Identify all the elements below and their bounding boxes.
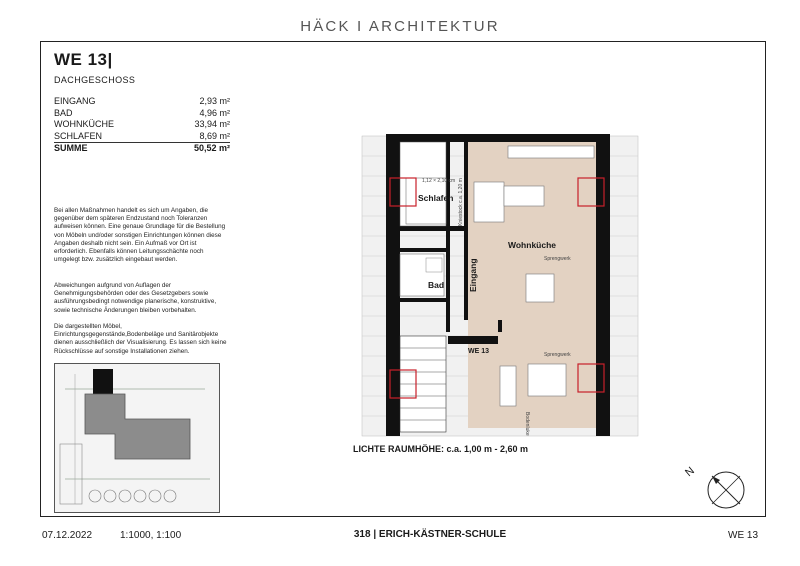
disclaimer-note: Bei allen Maßnahmen handelt es sich um Angaben, die gegenüber dem späteren Endzustand noch Toleranzen aufweisen können. Eine genaue Grundlage für die Bestellung von Möbeln und/oder sonstigen Einrichtungen können diese Angaben deshalb nicht sein. Ein Aufmaß vor Ort ist erforderlich. Ebenfalls können Leitungsschächte noch umgelegt bzw. zusätzlich eingebaut werden.: [54, 207, 226, 264]
label-sprengwerk: Sprengwerk: [544, 256, 571, 262]
area-table: [54, 96, 230, 155]
footer-scale: 1:1000, 1:100: [120, 530, 182, 541]
area-total-value: 50,52 m²: [193, 143, 230, 153]
site-plan-drawing: [55, 364, 219, 512]
area-total-name: SUMME: [54, 143, 88, 153]
area-name: BAD: [54, 107, 73, 118]
area-row: [54, 108, 230, 120]
label-sprengwerk: Sprengwerk: [544, 352, 571, 358]
room-label-wohnkueche: Wohnküche: [508, 240, 557, 250]
floor-plan: [350, 126, 650, 442]
area-name: EINGANG: [54, 96, 96, 106]
area-value: 4,96 m²: [199, 107, 230, 118]
north-compass: [680, 460, 750, 520]
unit-title: WE 13|: [54, 50, 113, 69]
floor-plan-drawing: [350, 126, 650, 442]
label-bodenluke: Bodenluke: [524, 412, 530, 436]
area-name: SCHLAFEN: [54, 130, 103, 141]
site-plan: [54, 363, 220, 513]
footer-unit: WE 13: [728, 530, 759, 541]
unit-tag: WE 13: [468, 348, 490, 355]
area-row: [54, 96, 230, 108]
area-value: 2,93 m²: [199, 96, 230, 106]
area-row: [54, 119, 230, 131]
label-door-size: 1,12 × 2,10 cm: [422, 178, 456, 184]
ceiling-height-note: LICHTE RAUMHÖHE: c.a. 1,00 m - 2,60 m: [353, 444, 529, 454]
area-row: [54, 131, 230, 144]
footer-project: 318 | ERICH-KÄSTNER-SCHULE: [353, 529, 507, 540]
area-name: WOHNKÜCHE: [54, 119, 114, 129]
label-kniestock: Kniestock c.a. 1,20 m: [458, 178, 464, 226]
disclaimer-note: Abweichungen aufgrund von Auflagen der Genehmigungsbehörden oder des Gesetzgebers sowie ausführungsbedingt notwendige planerische, konstruktive, sowie technische Änderungen bleiben vorbehalten.: [54, 282, 217, 314]
floor-label: DACHGESCHOSS: [54, 75, 136, 85]
compass-north-label: N: [683, 464, 697, 480]
footer-date: 07.12.2022: [42, 530, 93, 541]
area-total-row: [54, 143, 230, 155]
area-value: 33,94 m²: [194, 119, 230, 129]
area-value: 8,69 m²: [199, 130, 230, 141]
room-label-bad: Bad: [428, 280, 445, 290]
disclaimer-note: Die dargestellten Möbel, Einrichtungsgegenstände,Bodenbeläge und Sanitärobjekte dienen ausschließlich der Visualisierung. Es lassen sich keine Rückschlüsse auf sonstige Installationen ziehen.: [54, 323, 227, 355]
room-label-schlafen: Schlafen: [418, 193, 454, 203]
brand-logo: HÄCK I ARCHITEKTUR: [300, 18, 500, 35]
room-label-eingang: Eingang: [468, 258, 478, 292]
